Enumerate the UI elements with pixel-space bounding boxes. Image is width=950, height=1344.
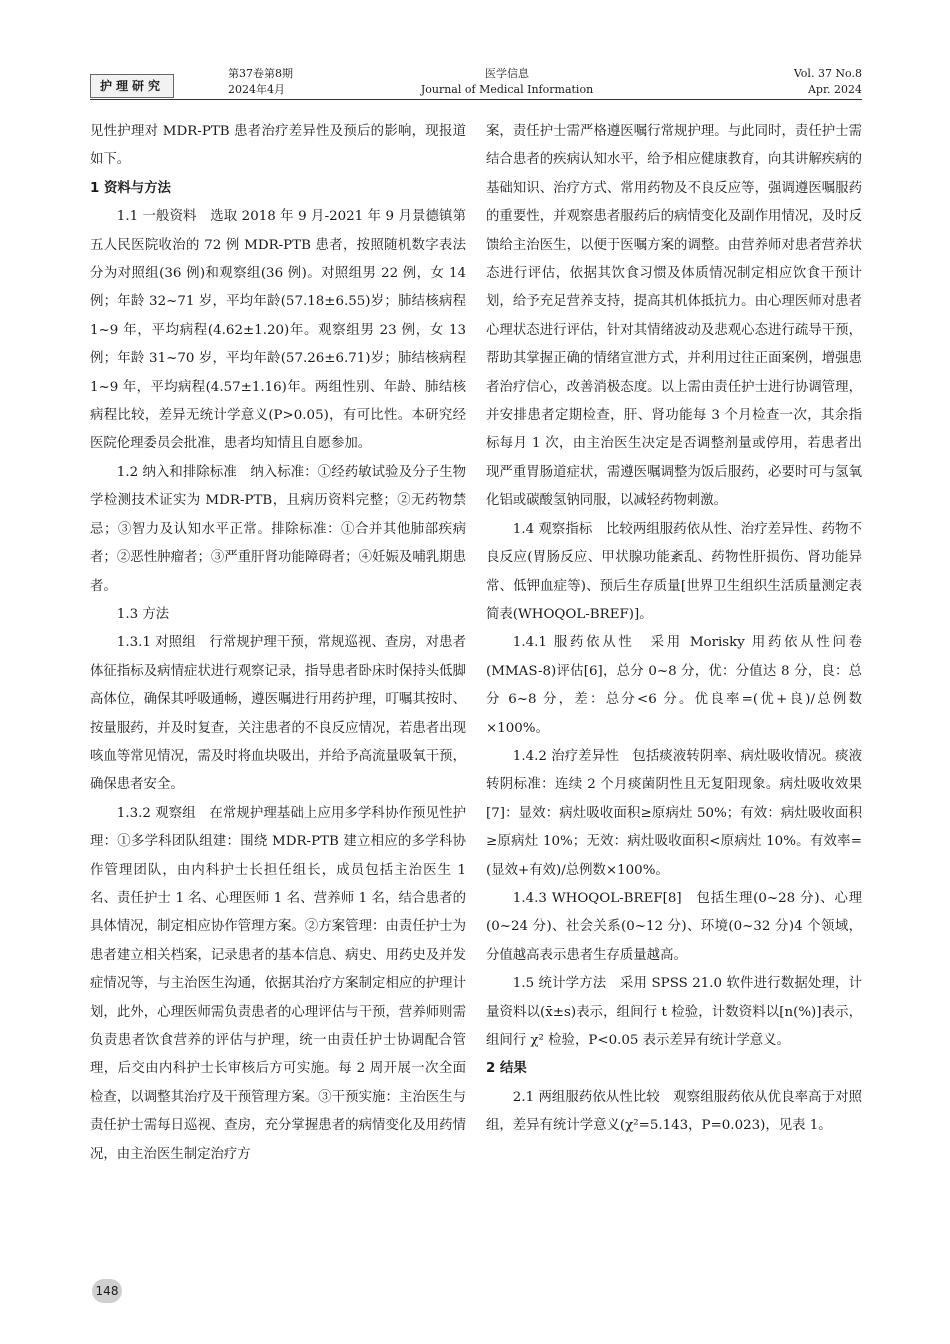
body-paragraph: 1.4.2 治疗差异性 包括痰液转阴率、病灶吸收情况。痰液转阴标准：连续 2 个月痰菌阴性且无复阳现象。病灶吸收效果[7]：显效：病灶吸收面积≥原病灶 50%；有效：病灶吸收面积≥原病灶 10%；无效：病灶吸收面积<原病灶 10%。有效率=(显效+有效)/总例数×100%。 xyxy=(486,748,862,878)
body-paragraph: 1.4.3 WHOQOL-BREF[8] 包括生理(0~28 分)、心理(0~24 分)、社会关系(0~12 分)、环境(0~32 分)4 个领域，分值越高表示患者生存质量越高。 xyxy=(486,890,862,963)
header-journal-en: Journal of Medical Information xyxy=(420,83,594,96)
running-header xyxy=(90,62,862,100)
header-volume-en: Vol. 37 No.8 xyxy=(793,67,862,80)
header-issue-cn xyxy=(228,66,293,98)
header-journal-cn: 医学信息 xyxy=(485,67,529,80)
header-issue-en xyxy=(794,66,862,98)
body-paragraph: 1.4 观察指标 比较两组服药依从性、治疗差异性、药物不良反应(胃肠反应、甲状腺功能紊乱、药物性肝损伤、肾功能异常、低钾血症等)、预后生存质量[世界卫生组织生活质量测定表简表(WHOQOL-BREF)]。 xyxy=(486,521,862,622)
left-column xyxy=(90,118,466,1169)
section-heading: 2 结果 xyxy=(486,1061,527,1077)
header-volume-cn: 第37卷第8期 xyxy=(228,67,293,80)
body-paragraph: 1.1 一般资料 选取 2018 年 9 月-2021 年 9 月景德镇第五人民医院收治的 72 例 MDR-PTB 患者，按照随机数字表法分为对照组(36 例)和观察组(36 例)。对照组男 22 例，女 14 例；年龄 32~71 岁，平均年龄(57.18±6.55)岁；肺结核病程 1~9 年，平均病程(4.62±1.20)年。观察组男 23 例，女 13 例；年龄 31~70 岁，平均年龄(57.26±6.71)岁；肺结核病程 1~9 年，平均病程(4.57±1.16)年。两组性别、年龄、肺结核病程比较，差异无统计学意义(P>0.05)，有可比性。本研究经医院伦理委员会批准，患者均知情且自愿参加。 xyxy=(90,209,466,452)
header-date-cn: 2024年4月 xyxy=(228,83,285,96)
section-heading: 1 资料与方法 xyxy=(90,180,171,196)
header-rule xyxy=(90,99,862,100)
body-paragraph: 1.2 纳入和排除标准 纳入标准：①经药敏试验及分子生物学检测技术证实为 MDR-PTB，且病历资料完整；②无药物禁忌；③智力及认知水平正常。排除标准：①合并其他肺部疾病者；②恶性肿瘤者；③严重肝肾功能障碍者；④妊娠及哺乳期患者。 xyxy=(90,464,466,594)
body-paragraph: 1.3.2 观察组 在常规护理基础上应用多学科协作预见性护理：①多学科团队组建：围绕 MDR-PTB 建立相应的多学科协作管理团队，由内科护士长担任组长，成员包括主治医生 1 名、责任护士 1 名、心理医师 1 名、营养师 1 名，结合患者的具体情况，制定相应协作管理方案。②方案管理：由责任护士为患者建立相关档案，记录患者的基本信息、病史、用药史及并发症情况等，与主治医生沟通，依据其治疗方案制定相应的护理计划，此外，心理医师需负责患者的心理评估与干预，营养师则需负责患者饮食营养的评估与护理，统一由责任护士协调配合管理，后交由内科护士长审核后方可实施。每 2 周开展一次全面检查，以调整其治疗及干预管理方案。③干预实施：主治医生与责任护士需每日巡视、查房，充分掌握患者的病情变化及用药情况，由主治医生制定治疗方 xyxy=(90,805,466,1162)
body-paragraph: 案，责任护士需严格遵医嘱行常规护理。与此同时，责任护士需结合患者的疾病认知水平，给予相应健康教育，向其讲解疾病的基础知识、治疗方式、常用药物及不良反应等，强调遵医嘱服药的重要性，并观察患者服药后的病情变化及副作用情况，及时反馈给主治医生，以便于医嘱方案的调整。由营养师对患者营养状态进行评估，依据其饮食习惯及体质情况制定相应饮食干预计划，给予充足营养支持，提高其机体抵抗力。由心理医师对患者心理状态进行评估，针对其情绪波动及悲观心态进行疏导干预，帮助其掌握正确的情绪宣泄方式，并利用过往正面案例，增强患者治疗信心，改善消极态度。以上需由责任护士进行协调管理，并安排患者定期检查，肝、肾功能每 3 个月检查一次，其余指标每月 1 次，由主治医生决定是否调整剂量或停用，若患者出现严重胃肠道症状，需遵医嘱调整为饭后服药，必要时可与氢氧化铝或碳酸氢钠同服，以减轻药物刺激。 xyxy=(486,124,862,509)
body-paragraph: 2.1 两组服药依从性比较 观察组服药依从优良率高于对照组，差异有统计学意义(χ²=5.143，P=0.023)，见表 1。 xyxy=(486,1089,862,1134)
page-number: 148 xyxy=(92,1279,122,1303)
body-paragraph: 见性护理对 MDR-PTB 患者治疗差异性及预后的影响，现报道如下。 xyxy=(90,124,466,168)
header-date-en: Apr. 2024 xyxy=(807,83,862,96)
section-tag: 护理研究 xyxy=(90,74,174,98)
right-column xyxy=(486,118,862,1141)
body-paragraph: 1.4.1 服药依从性 采用 Morisky 用药依从性问卷(MMAS-8)评估[6]，总分 0~8 分，优：分值达 8 分，良：总分 6~8 分，差：总分<6 分。优良率=(优+良)/总例数×100%。 xyxy=(486,635,862,736)
header-journal xyxy=(392,66,622,98)
body-paragraph: 1.3 方法 xyxy=(116,606,170,622)
body-paragraph: 1.5 统计学方法 采用 SPSS 21.0 软件进行数据处理，计量资料以(x̄±s)表示，组间行 t 检验，计数资料以[n(%)]表示，组间行 χ² 检验，P<0.05 表示差异有统计学意义。 xyxy=(486,976,862,1048)
body-paragraph: 1.3.1 对照组 行常规护理干预，常规巡视、查房，对患者体征指标及病情症状进行观察记录，指导患者卧床时保持头低脚高体位，确保其呼吸通畅，遵医嘱进行用药护理，叮嘱其按时、按量服药，并及时复查，关注患者的不良反应情况，若患者出现咳血等常见情况，需及时将血块吸出，并给予高流量吸氧干预，确保患者安全。 xyxy=(90,635,466,793)
